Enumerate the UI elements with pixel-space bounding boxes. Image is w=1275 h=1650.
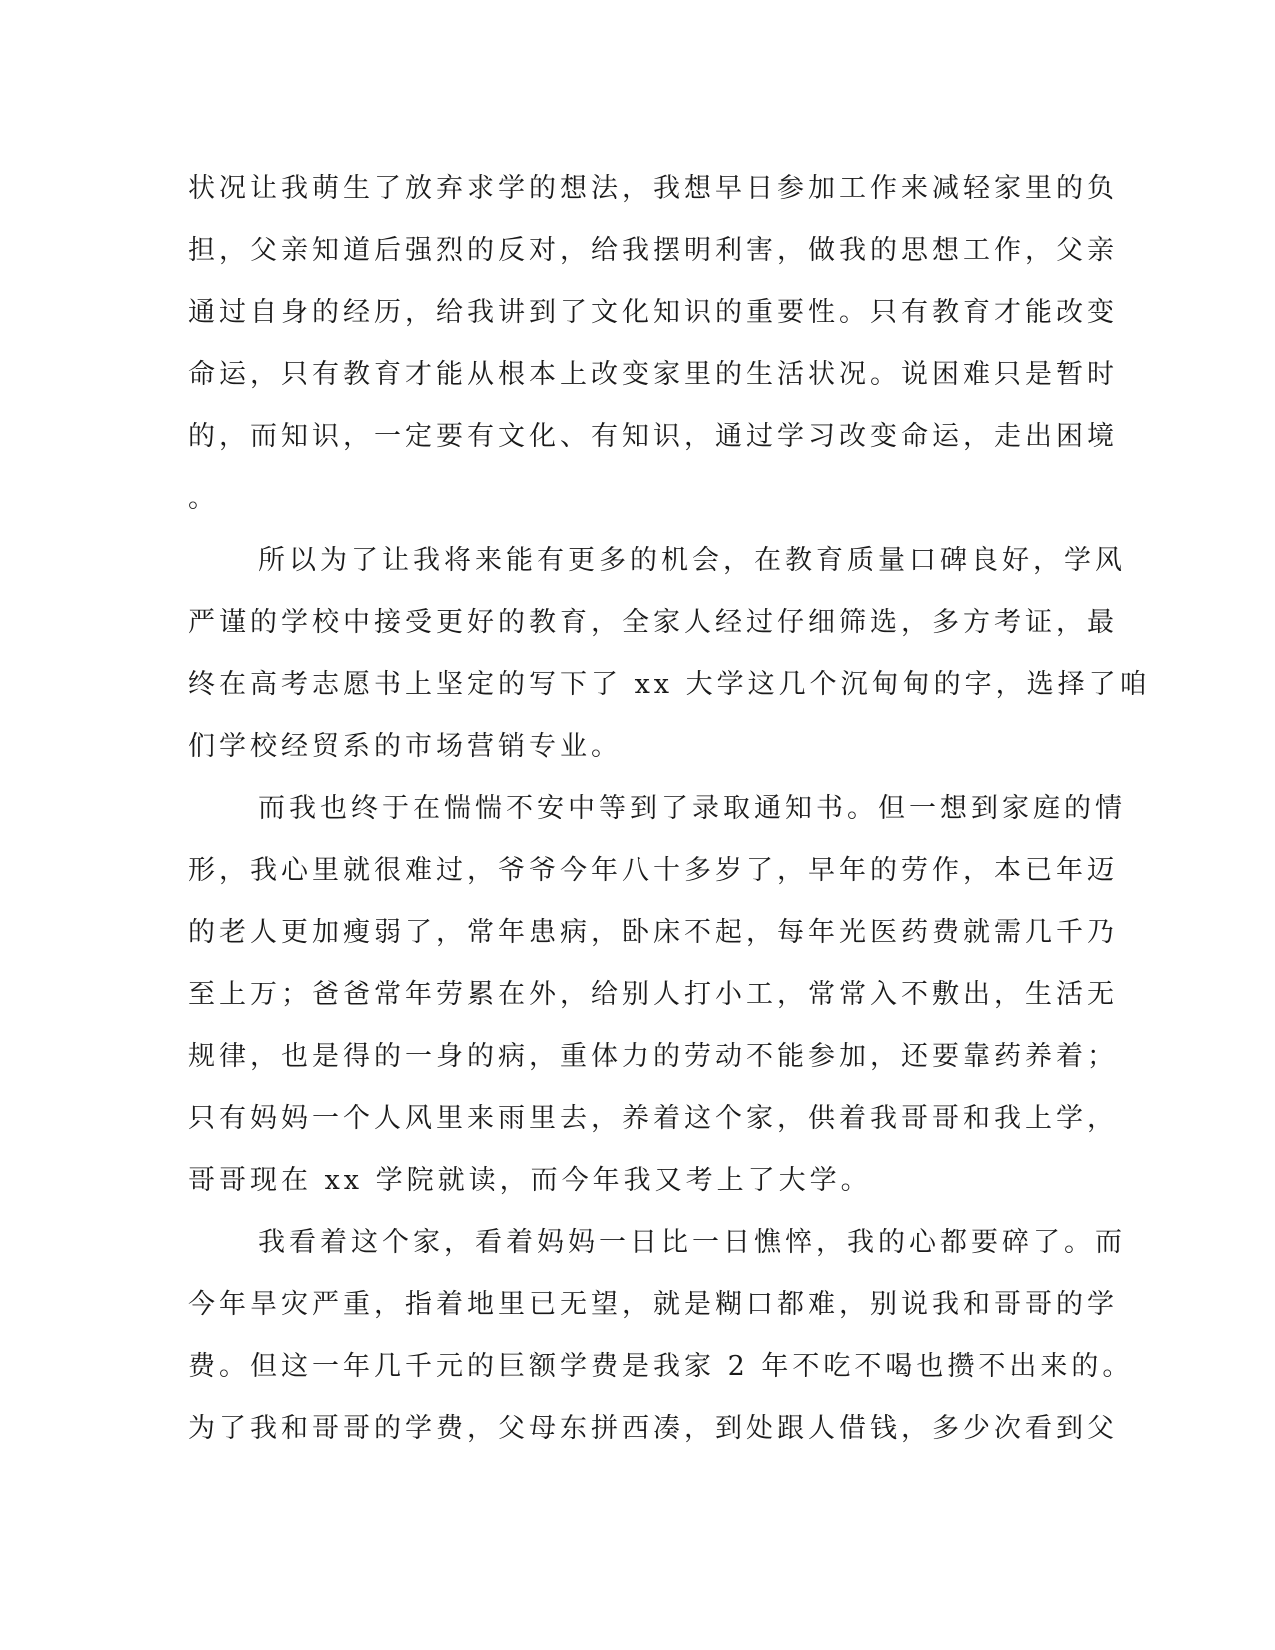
text-line: 哥哥现在 xx 学院就读，而今年我又考上了大学。 — [188, 1165, 872, 1196]
text-line: 终在高考志愿书上坚定的写下了 xx 大学这几个沉甸甸的字，选择了咱 — [188, 669, 1151, 700]
text-line: 的老人更加瘦弱了，常年患病，卧床不起，每年光医药费就需几千乃 — [188, 917, 1118, 948]
text-line: 担，父亲知道后强烈的反对，给我摆明利害，做我的思想工作，父亲 — [188, 235, 1118, 266]
paragraph-3 — [188, 778, 1126, 1212]
paragraph-4 — [188, 1212, 1134, 1460]
text-line: 严谨的学校中接受更好的教育，全家人经过仔细筛选，多方考证，最 — [188, 607, 1118, 638]
paragraph-1 — [188, 158, 1118, 530]
text-line: 为了我和哥哥的学费，父母东拼西凑，到处跟人借钱，多少次看到父 — [188, 1413, 1118, 1444]
text-line: 的，而知识，一定要有文化、有知识，通过学习改变命运，走出困境 — [188, 421, 1118, 452]
text-line: 今年旱灾严重，指着地里已无望，就是糊口都难，别说我和哥哥的学 — [188, 1289, 1118, 1320]
text-line: 只有妈妈一个人风里来雨里去，养着这个家，供着我哥哥和我上学， — [188, 1103, 1118, 1134]
text-line: 费。但这一年几千元的巨额学费是我家 2 年不吃不喝也攒不出来的。 — [188, 1351, 1134, 1382]
text-line: 规律，也是得的一身的病，重体力的劳动不能参加，还要靠药养着； — [188, 1041, 1118, 1072]
text-line: 状况让我萌生了放弃求学的想法，我想早日参加工作来减轻家里的负 — [188, 173, 1118, 204]
text-line: 而我也终于在惴惴不安中等到了录取通知书。但一想到家庭的情 — [258, 793, 1126, 824]
document-body — [188, 158, 1151, 1460]
text-line: 我看着这个家，看着妈妈一日比一日憔悴，我的心都要碎了。而 — [258, 1227, 1126, 1258]
text-line: 至上万；爸爸常年劳累在外，给别人打小工，常常入不敷出，生活无 — [188, 979, 1118, 1010]
text-line: 所以为了让我将来能有更多的机会，在教育质量口碑良好，学风 — [258, 545, 1126, 576]
text-line: 命运，只有教育才能从根本上改变家里的生活状况。说困难只是暂时 — [188, 359, 1118, 390]
paragraph-2 — [188, 530, 1151, 778]
text-line: 通过自身的经历，给我讲到了文化知识的重要性。只有教育才能改变 — [188, 297, 1118, 328]
text-line: 们学校经贸系的市场营销专业。 — [188, 731, 622, 762]
text-line: 。 — [188, 483, 219, 514]
text-line: 形，我心里就很难过，爷爷今年八十多岁了，早年的劳作，本已年迈 — [188, 855, 1118, 886]
